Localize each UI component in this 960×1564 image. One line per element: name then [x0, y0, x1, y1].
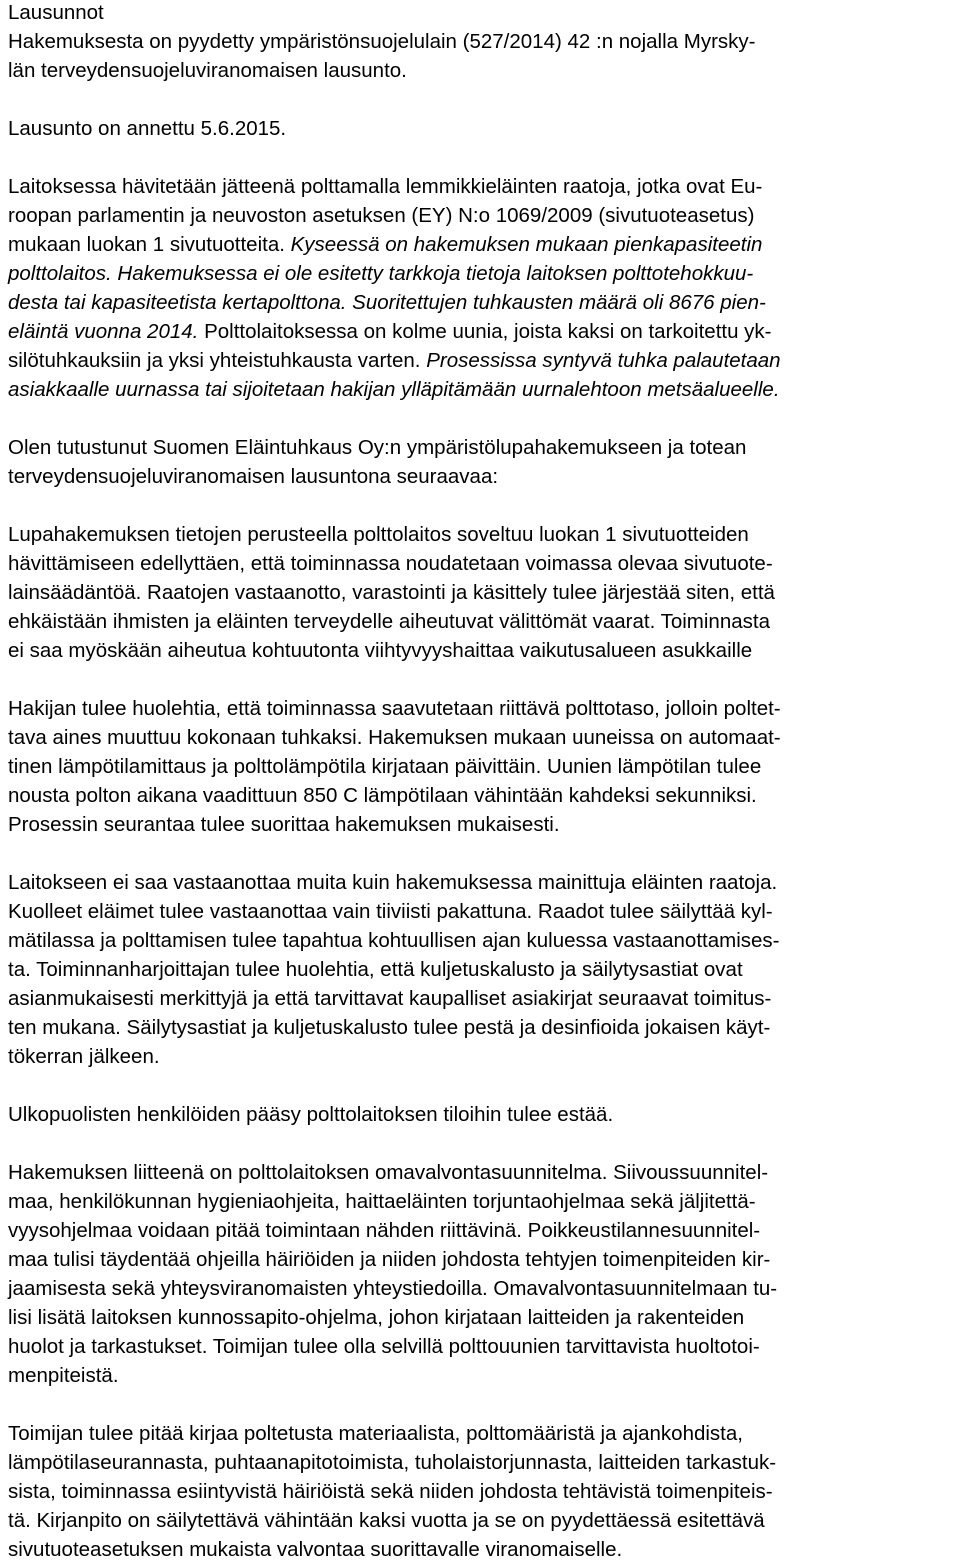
text-run: maa, henkilökunnan hygieniaohjeita, haittaeläinten torjuntaohjelmaa sekä jäljitettä- [8, 1190, 756, 1213]
text-run: tä. Kirjanpito on säilytettävä vähintään kaksi vuotta ja se on pyydettäessä esitettävä [8, 1509, 765, 1532]
text-run: Olen tutustunut Suomen Eläintuhkaus Oy:n ympäristölupahakemukseen ja totean [8, 436, 747, 459]
text-run: jaamisesta sekä yhteysviranomaisten yhteystiedoilla. Omavalvontasuunnitelmaan tu- [8, 1277, 778, 1300]
text-run: Prosessin seurantaa tulee suorittaa hakemuksen mukaisesti. [8, 813, 560, 836]
paragraph-line [8, 636, 952, 665]
text-run: Ulkopuolisten henkilöiden pääsy polttolaitoksen tiloihin tulee estää. [8, 1103, 614, 1126]
text-run: terveydensuojeluviranomaisen lausuntona seuraavaa: [8, 465, 499, 488]
paragraph-line [8, 288, 952, 317]
paragraph-gap [8, 1129, 952, 1158]
paragraph-line [8, 549, 952, 578]
text-run: asianmukaisesti merkittyjä ja että tarvittavat kaupalliset asiakirjat seuraavat toimitus- [8, 987, 772, 1010]
text-run: huolot ja tarkastukset. Toimijan tulee olla selvillä polttouunien tarvittavista huoltotoi- [8, 1335, 760, 1358]
paragraph-line [8, 1042, 952, 1071]
paragraph-line [8, 433, 952, 462]
intro-line: Hakemuksesta on pyydetty ympäristönsuojelulain (527/2014) 42 :n nojalla Myrsky- [8, 30, 756, 53]
paragraph-line [8, 201, 952, 230]
italic-text-run: eläintä vuonna 2014. [8, 320, 205, 343]
paragraph [8, 1158, 952, 1390]
text-run: tava aines muuttuu kokonaan tuhkaksi. Hakemuksen mukaan uuneissa on automaat- [8, 726, 781, 749]
paragraph-line [8, 172, 952, 201]
paragraph-line [8, 1361, 952, 1390]
paragraph-line [8, 1187, 952, 1216]
paragraph-line [8, 1332, 952, 1361]
text-run: lainsäädäntöä. Raatojen vastaanotto, varastointi ja käsittely tulee järjestää siten, että [8, 581, 775, 604]
text-run: Hakemuksen liitteenä on polttolaitoksen omavalvontasuunnitelma. Siivoussuunnitel- [8, 1161, 769, 1184]
paragraph-gap [8, 1390, 952, 1419]
paragraph [8, 172, 952, 404]
text-run: roopan parlamentin ja neuvoston asetuksen (EY) N:o 1069/2009 (sivutuoteasetus) [8, 204, 755, 227]
paragraph-line [8, 375, 952, 404]
text-run: Toimijan tulee pitää kirjaa poltetusta materiaalista, polttomääristä ja ajankohdista, [8, 1422, 743, 1445]
statement-date-line: Lausunto on annettu 5.6.2015. [8, 117, 287, 140]
paragraph-line [8, 317, 952, 346]
paragraph-line [8, 1448, 952, 1477]
intro-line: län terveydensuojeluviranomaisen lausunto. [8, 59, 407, 82]
text-run: vyysohjelmaa voidaan pitää toimintaan nähden riittävinä. Poikkeustilannesuunnitel- [8, 1219, 761, 1242]
paragraph [8, 520, 952, 665]
text-run: lämpötilaseurannasta, puhtaanapitotoimista, tuholaistorjunnasta, laitteiden tarkastuk- [8, 1451, 777, 1474]
paragraph-line [8, 1216, 952, 1245]
text-run: ei saa myöskään aiheutua kohtuutonta viihtyvyyshaittaa vaikutusalueen asukkaille [8, 639, 753, 662]
paragraph-line [8, 607, 952, 636]
paragraph-line [8, 984, 952, 1013]
paragraph [8, 1100, 952, 1129]
paragraph-line [8, 955, 952, 984]
paragraph-line [8, 520, 952, 549]
text-run: Kuolleet eläimet tulee vastaanottaa vain tiiviisti pakattuna. Raadot tulee säilyttää kyl- [8, 900, 773, 923]
text-run: mätilassa ja polttamisen tulee tapahtua kohtuullisen ajan kuluessa vastaanottamises- [8, 929, 780, 952]
paragraph-gap [8, 85, 952, 114]
text-run: sivutuoteasetuksen mukaista valvontaa suorittavalle viranomaiselle. [8, 1538, 623, 1561]
paragraph-line [8, 1274, 952, 1303]
text-run: silötuhkauksiin ja yksi yhteistuhkausta varten. [8, 349, 427, 372]
paragraph-line [8, 868, 952, 897]
text-run: tökerran jälkeen. [8, 1045, 160, 1068]
statement-body [8, 143, 952, 1564]
paragraph-gap [8, 1071, 952, 1100]
text-run: hävittämiseen edellyttäen, että toiminnassa noudatetaan voimassa olevaa sivutuote- [8, 552, 773, 575]
paragraph-line [8, 1535, 952, 1564]
text-run: lisi lisätä laitoksen kunnossapito-ohjelma, johon kirjataan laitteiden ja rakenteiden [8, 1306, 745, 1329]
italic-text-run: desta tai kapasiteetista kertapolttona. Suoritettujen tuhkausten määrä oli 8676 pien- [8, 291, 766, 314]
paragraph-gap [8, 839, 952, 868]
text-run: Laitoksessa hävitetään jätteenä polttamalla lemmikkieläinten raatoja, jotka ovat Eu- [8, 175, 763, 198]
paragraph-line [8, 723, 952, 752]
paragraph-line [8, 1419, 952, 1448]
paragraph-line [8, 1477, 952, 1506]
paragraph-gap [8, 665, 952, 694]
text-run: maa tulisi täydentää ohjeilla häiriöiden ja niiden johdosta tehtyjen toimenpiteiden kir- [8, 1248, 771, 1271]
text-run: menpiteistä. [8, 1364, 119, 1387]
text-run: Laitokseen ei saa vastaanottaa muita kuin hakemuksessa mainittuja eläinten raatoja. [8, 871, 778, 894]
text-run: tinen lämpötilamittaus ja polttolämpötila kirjataan päivittäin. Uunien lämpötilan tulee [8, 755, 762, 778]
paragraph [8, 694, 952, 839]
paragraph [8, 433, 952, 491]
italic-text-run: polttolaitos. Hakemuksessa ei ole esitetty tarkkoja tietoja laitoksen polttotehokkuu- [8, 262, 754, 285]
italic-text-run: Kyseessä on hakemuksen mukaan pienkapasiteetin [290, 233, 763, 256]
paragraph-line [8, 1506, 952, 1535]
italic-text-run: Prosessissa syntyvä tuhka palautetaan [426, 349, 781, 372]
paragraph-line [8, 230, 952, 259]
paragraph-gap [8, 404, 952, 433]
paragraph-gap [8, 143, 952, 172]
text-run: sista, toiminnassa esiintyvistä häiriöistä sekä niiden johdosta tehtävistä toimenpiteis- [8, 1480, 773, 1503]
document [8, 0, 952, 1564]
text-run: mukaan luokan 1 sivutuotteita. [8, 233, 291, 256]
paragraph-line [8, 781, 952, 810]
text-run: Lupahakemuksen tietojen perusteella polttolaitos soveltuu luokan 1 sivutuotteiden [8, 523, 749, 546]
paragraph-line [8, 346, 952, 375]
paragraph-line [8, 752, 952, 781]
italic-text-run: asiakkaalle uurnassa tai sijoitetaan hakijan ylläpitämään uurnalehtoon metsäalueelle. [8, 378, 780, 401]
paragraph-line [8, 926, 952, 955]
text-run: Polttolaitoksessa on kolme uunia, joista kaksi on tarkoitettu yk- [204, 320, 772, 343]
paragraph-line [8, 578, 952, 607]
text-run: Hakijan tulee huolehtia, että toiminnassa saavutetaan riittävä polttotaso, jolloin poltet- [8, 697, 781, 720]
paragraph-line [8, 897, 952, 926]
paragraph-line [8, 694, 952, 723]
text-run: ten mukana. Säilytysastiat ja kuljetuskalusto tulee pestä ja desinfioida jokaisen käyt- [8, 1016, 771, 1039]
section-heading: Lausunnot [8, 1, 104, 24]
paragraph-gap [8, 491, 952, 520]
text-run: ta. Toiminnanharjoittajan tulee huolehtia, että kuljetuskalusto ja säilytysastiat ovat [8, 958, 743, 981]
text-run: ehkäistään ihmisten ja eläinten terveydelle aiheutuvat välittömät vaarat. Toiminnasta [8, 610, 770, 633]
paragraph-line [8, 462, 952, 491]
paragraph-line [8, 259, 952, 288]
text-run: nousta polton aikana vaadittuun 850 C lämpötilaan vähintään kahdeksi sekunniksi. [8, 784, 757, 807]
paragraph-line [8, 1303, 952, 1332]
paragraph [8, 868, 952, 1071]
paragraph-line [8, 1013, 952, 1042]
paragraph-line [8, 1245, 952, 1274]
paragraph [8, 1419, 952, 1564]
paragraph-line [8, 1158, 952, 1187]
paragraph-line [8, 1100, 952, 1129]
paragraph-line [8, 810, 952, 839]
